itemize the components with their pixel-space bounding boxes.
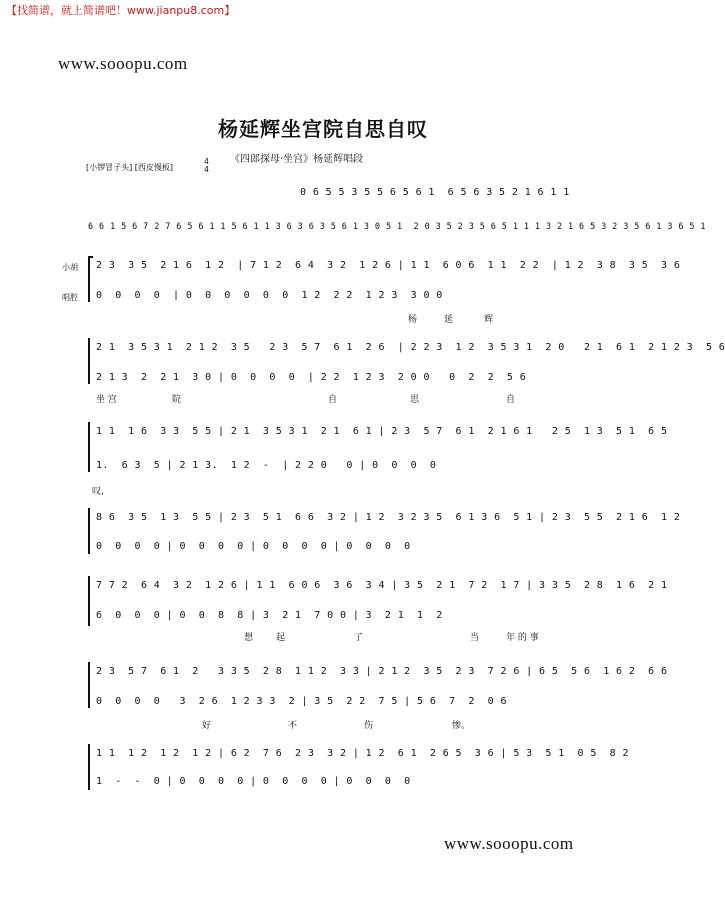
score-lower-6: 0 0 0 0 3 2 6 1 2 3 3 2 | 3 5 2 2 7 5 | 5 6 7 2 0 6 bbox=[96, 696, 507, 707]
system-brace bbox=[88, 662, 90, 708]
score-upper-4: 8 6 3 5 1 3 5 5 | 2 3 5 1 6 6 3 2 | 1 2 3 2 3 5 6 1 3 6 5 1 | 2 3 5 5 2 1 6 1 2 bbox=[96, 512, 681, 523]
system-brace bbox=[88, 338, 90, 384]
score-lower-5: 6 0 0 0 | 0 0 8 8 | 3 2 1 7 0 0 | 3 2 1 1 2 bbox=[96, 610, 443, 621]
lyric-5c: 了 bbox=[354, 633, 364, 643]
lyric-2d: 思 bbox=[410, 395, 420, 405]
time-signature bbox=[204, 158, 209, 174]
lyric-2e: 自 bbox=[506, 395, 516, 405]
site-watermark-bottom: www.sooopu.com bbox=[444, 834, 574, 853]
score-lower-1: 0 0 0 0 | 0 0 0 0 0 0 1 2 2 2 1 2 3 3 0 0 bbox=[96, 290, 443, 301]
intro-line-1: 0 6 5 5 3 5 5 6 5 6 1 6 5 6 3 5 2 1 6 1 1 bbox=[300, 187, 570, 198]
system-brace bbox=[88, 422, 90, 472]
lyric-1a: 杨 bbox=[408, 315, 418, 325]
song-subtitle: 《四郎探母·坐宫》杨延辉唱段 bbox=[230, 154, 364, 165]
score-upper-2: 2 1 3 5 3 1 2 1 2 3 5 2 3 5 7 6 1 2 6 | 2 2 3 1 2 3 5 3 1 2 0 2 1 6 1 2 1 2 3 5 6 bbox=[96, 342, 725, 353]
site-watermark-top: www.sooopu.com bbox=[58, 54, 188, 73]
song-title: 杨延辉坐宫院自思自叹 bbox=[218, 117, 428, 141]
lyric-6b: 不 bbox=[288, 721, 298, 731]
lyric-6a: 好 bbox=[202, 721, 212, 731]
score-lower-7: 1 - - 0 | 0 0 0 0 | 0 0 0 0 | 0 0 0 0 bbox=[96, 776, 411, 787]
lyric-5e: 年 的 事 bbox=[506, 633, 539, 643]
score-upper-3: 1 1 1 6 3 3 5 5 | 2 1 3 5 3 1 2 1 6 1 | 2 3 5 7 6 1 2 1 6 1 2 5 1 3 5 1 6 5 bbox=[96, 426, 668, 437]
lyric-2a: 坐 宫 bbox=[96, 395, 117, 405]
tempo-marking: [小锣冒子头] [西皮慢板] bbox=[86, 163, 174, 172]
lyric-6d: 惨。 bbox=[452, 721, 471, 731]
score-upper-5: 7 7 2 6 4 3 2 1 2 6 | 1 1 6 0 6 3 6 3 4 | 3 5 2 1 7 2 1 7 | 3 3 5 2 8 1 6 2 1 bbox=[96, 580, 668, 591]
intro-line-2: 6 6 1 5 6 7 2 7 6 5 6 1 1 5 6 1 1 3 6 3 6 3 5 6 1 3 0 5 1 2 0 3 5 2 3 5 6 5 1 1 1 3 2 1 6 5 3 2 3 5 6 1 3 6 5 1 bbox=[88, 222, 706, 232]
lyric-1b: 延 bbox=[444, 315, 454, 325]
lyric-1c: 辉 bbox=[484, 315, 494, 325]
lyric-5b: 起 bbox=[276, 633, 286, 643]
system-brace bbox=[88, 744, 90, 790]
score-lower-4: 0 0 0 0 | 0 0 0 0 | 0 0 0 0 | 0 0 0 0 bbox=[96, 541, 411, 552]
system-brace bbox=[88, 256, 90, 302]
lyric-2b: 院 bbox=[172, 395, 182, 405]
score-upper-1: 2 3 3 5 2 1 6 1 2 | 7 1 2 6 4 3 2 1 2 6 | 1 1 6 0 6 1 1 2 2 | 1 2 3 8 3 5 3 6 bbox=[96, 260, 681, 271]
site-banner: 【找简谱，就上简谱吧！www.jianpu8.com】 bbox=[6, 4, 236, 17]
instrument-label-top: 小胡 bbox=[62, 263, 78, 272]
score-upper-6: 2 3 5 7 6 1 2 3 3 5 2 8 1 1 2 3 3 | 2 1 2 3 5 2 3 7 2 6 | 6 5 5 6 1 6 2 6 6 bbox=[96, 666, 668, 677]
time-signature-top: 4 bbox=[204, 157, 209, 166]
score-lower-2: 2 1 3 2 2 1 3 0 | 0 0 0 0 | 2 2 1 2 3 2 0 0 0 2 2 5 6 bbox=[96, 372, 527, 383]
time-signature-bottom: 4 bbox=[204, 165, 209, 174]
lyric-3a: 叹, bbox=[92, 487, 104, 497]
system-brace bbox=[88, 508, 90, 554]
instrument-label-bottom: 唱腔 bbox=[62, 293, 78, 302]
system-brace bbox=[88, 576, 90, 626]
lyric-2c: 自 bbox=[328, 395, 338, 405]
lyric-5a: 想 bbox=[244, 633, 254, 643]
score-lower-3: 1. 6 3 5 | 2 1 3. 1 2 - | 2 2 0 0 | 0 0 0 0 bbox=[96, 460, 437, 471]
lyric-5d: 当 bbox=[470, 633, 480, 643]
score-upper-7: 1 1 1 2 1 2 1 2 | 6 2 7 6 2 3 3 2 | 1 2 6 1 2 6 5 3 6 | 5 3 5 1 0 5 8 2 bbox=[96, 748, 629, 759]
lyric-6c: 伤 bbox=[364, 721, 374, 731]
